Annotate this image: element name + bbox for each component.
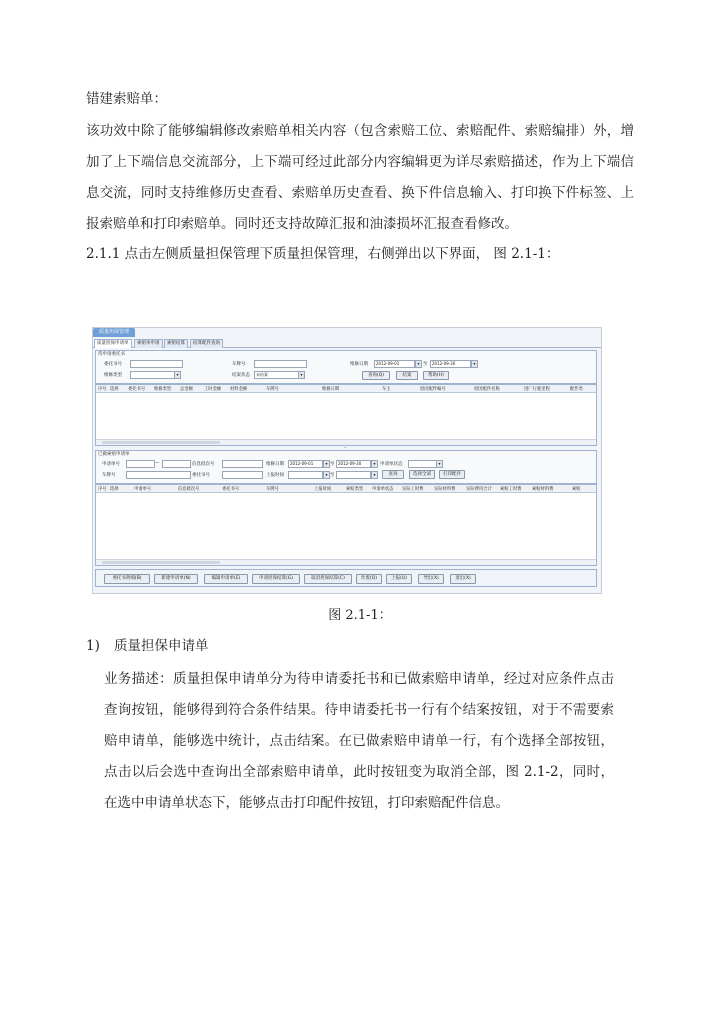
label-to: 至 xyxy=(423,362,428,367)
column-header: 车牌号 xyxy=(266,487,279,492)
column-header: 车主 xyxy=(382,387,391,392)
date-to-input[interactable]: 2012-09-30 xyxy=(430,360,471,368)
table-header xyxy=(96,485,596,493)
claim-requests-group xyxy=(95,450,597,484)
pending-orders-table[interactable] xyxy=(95,384,597,446)
date-from-input[interactable]: 2012-09-01 xyxy=(374,360,415,368)
column-header: 维修类型 xyxy=(154,387,172,392)
window-tab[interactable]: 质量担保管理 xyxy=(93,328,135,337)
figure-caption: 图 2.1-1： xyxy=(328,608,392,623)
label-to: 至 xyxy=(330,473,335,478)
plate-input[interactable] xyxy=(254,360,307,368)
repair-type-select[interactable] xyxy=(130,371,177,379)
order-no-input[interactable] xyxy=(222,471,263,479)
exit-button[interactable]: 退出(X) xyxy=(450,574,476,584)
void-button[interactable]: 作废(O) xyxy=(356,574,382,584)
column-header: 委托书号 xyxy=(128,387,146,392)
column-header: 申请单号 xyxy=(134,487,152,492)
chevron-down-icon[interactable]: ▾ xyxy=(371,460,378,468)
new-request-button[interactable]: 新建申请单(N) xyxy=(154,574,198,584)
column-header: 车牌号 xyxy=(266,387,279,392)
select-all-button[interactable]: 选择全部 xyxy=(409,470,435,479)
column-header: 序号 xyxy=(98,387,107,392)
column-header: 原因配件编号 xyxy=(420,387,446,392)
export-button[interactable]: 导出(X) xyxy=(418,574,444,584)
tab-bar xyxy=(93,338,601,348)
column-header: 索赔 xyxy=(572,487,581,492)
label-plate: 车牌号 xyxy=(232,362,246,367)
request-no-to-input[interactable] xyxy=(162,460,191,468)
column-header: 材料金额 xyxy=(230,387,248,392)
claim-requests-table[interactable] xyxy=(95,484,597,566)
label-report-time: 上报时间 xyxy=(266,473,284,478)
tab-guarantee-request[interactable]: 质量担保申请单 xyxy=(94,339,132,348)
label-plate: 车牌号 xyxy=(102,473,116,478)
splitter-handle[interactable]: ⌄ xyxy=(343,444,347,449)
label-close-status: 结案状态 xyxy=(232,373,250,378)
description-paragraph: 该功效中除了能够编辑修改索赔单相关内容（包含索赔工位、索赔配件、索赔编排）外，增加了上下端信息交流部分，上下端可经过此部分内容编辑更为详尽索赔描述，作为上下端信息交流，同时支持维修历史查看、索赔单历史查看、换下件信息输入、打印换下件标签、上报索赔单和打印索赔单。同时还支持故障汇报和油漆损坏汇报查看修改。 xyxy=(86,123,634,232)
column-header: 实际材料费 xyxy=(434,487,456,492)
cancel-settlement-button[interactable]: 取消担保结算(C) xyxy=(304,574,352,584)
order-no-input[interactable] xyxy=(130,360,183,368)
chevron-down-icon[interactable]: ▾ xyxy=(174,371,181,379)
tab-claim-settlement[interactable]: 索赔结算 xyxy=(164,339,188,348)
plate-input[interactable] xyxy=(126,471,191,479)
query-button[interactable]: 查询 xyxy=(382,470,404,479)
heading-number: 1) xyxy=(86,638,100,654)
column-header: 申请单状态 xyxy=(372,487,394,492)
status-select[interactable] xyxy=(408,460,439,468)
column-header: 实际工时费 xyxy=(402,487,424,492)
scroll-thumb[interactable] xyxy=(102,561,220,564)
date-from-input[interactable]: 2012-09-01 xyxy=(288,460,323,468)
column-header: 配件类 xyxy=(570,387,583,392)
business-description-paragraph: 业务描述：质量担保申请单分为待申请委托书和已做索赔申请单，经过对应条件点击查询按钮，能够得到符合条件结果。待申请委托书一行有个结案按钮，对于不需要索赔申请单，能够选中统计，点击结案。在已做索赔申请单一行，有个选择全部按钮，点击以后会选中查询出全部索赔申请单，此时按钮变为取消全部，图 2.1-2，同时，在选中申请单状态下，能够点击打印配件按钮，打印索赔配件信息。 xyxy=(104,671,614,811)
help-button[interactable]: 帮助(H) xyxy=(423,371,449,380)
order-detail-button[interactable]: 委托书明细(B) xyxy=(104,574,150,584)
column-header: 总金额 xyxy=(180,387,193,392)
query-button[interactable]: 查询(Q) xyxy=(362,371,390,380)
report-from-input[interactable] xyxy=(288,471,323,479)
horizontal-scrollbar[interactable] xyxy=(96,559,596,565)
group-title: 待申请委托书 xyxy=(98,352,125,357)
column-header: 索赔类型 xyxy=(346,487,364,492)
apply-settlement-button[interactable]: 申请担保结算(G) xyxy=(252,574,300,584)
chevron-down-icon[interactable]: ▾ xyxy=(436,460,443,468)
tab-settlement-parts[interactable]: 结算配件查询 xyxy=(190,339,223,348)
heading-text: 质量担保申请单 xyxy=(114,638,209,654)
close-case-button[interactable]: 结案 xyxy=(396,371,418,380)
column-header: 工时金额 xyxy=(204,387,222,392)
column-header: 序号 xyxy=(98,487,107,492)
group-title: 已做索赔申请单 xyxy=(98,452,130,457)
close-status-select[interactable]: 未结案 xyxy=(254,371,301,379)
column-header: 索赔工时费 xyxy=(500,487,522,492)
column-header: 维修日期 xyxy=(322,387,340,392)
label-order-no: 委托书号 xyxy=(192,473,210,478)
chevron-down-icon[interactable]: ▾ xyxy=(371,471,378,479)
label-batch-no: 信息批次号 xyxy=(192,462,215,467)
tab-claim-request[interactable]: 索赔单申请 xyxy=(134,339,163,348)
chevron-down-icon[interactable]: ▾ xyxy=(323,471,330,479)
pending-orders-group xyxy=(95,350,597,384)
column-header: 信息批次号 xyxy=(178,487,200,492)
table-header xyxy=(96,385,596,393)
report-to-input[interactable] xyxy=(336,471,371,479)
date-to-input[interactable]: 2012-09-30 xyxy=(336,460,371,468)
chevron-down-icon[interactable]: ▾ xyxy=(298,371,305,379)
numbered-heading xyxy=(86,634,209,654)
bottom-toolbar xyxy=(95,569,597,587)
batch-no-input[interactable] xyxy=(222,460,263,468)
column-header: 进厂行驶里程 xyxy=(524,387,550,392)
label-order-no: 委托书号 xyxy=(104,362,122,367)
section-heading-text: 错建索赔单： xyxy=(86,91,167,107)
request-no-from-input[interactable] xyxy=(126,460,155,468)
print-parts-button[interactable]: 打印配件 xyxy=(439,470,465,479)
column-header: 索赔材料费 xyxy=(532,487,554,492)
figure-screenshot xyxy=(92,327,602,594)
report-button[interactable]: 上报(U) xyxy=(386,574,412,584)
label-repair-type: 维修类型 xyxy=(104,373,122,378)
column-header: 委托书号 xyxy=(222,487,240,492)
chevron-down-icon[interactable]: ▾ xyxy=(471,360,478,368)
label-to: 至 xyxy=(330,462,335,467)
column-header: 上报时间 xyxy=(314,487,332,492)
edit-request-button[interactable]: 编辑申请单(E) xyxy=(204,574,248,584)
label-date: 维修日期 xyxy=(266,462,284,467)
step-paragraph: 2.1.1 点击左侧质量担保管理下质量担保管理，右侧弹出以下界面， 图 2.1-1： xyxy=(86,246,560,262)
chevron-down-icon[interactable]: ▾ xyxy=(415,360,422,368)
label-date: 维修日期 xyxy=(350,362,368,367)
label-status: 申请单状态 xyxy=(380,462,403,467)
label-dash: — xyxy=(155,461,160,466)
column-header: 原因配件名称 xyxy=(474,387,500,392)
column-header: 实际费用合计 xyxy=(466,487,492,492)
column-header: 选择 xyxy=(110,487,119,492)
chevron-down-icon[interactable]: ▾ xyxy=(323,460,330,468)
scroll-thumb[interactable] xyxy=(102,441,220,444)
column-header: 选择 xyxy=(110,387,119,392)
label-request-no: 申请单号 xyxy=(102,462,120,467)
